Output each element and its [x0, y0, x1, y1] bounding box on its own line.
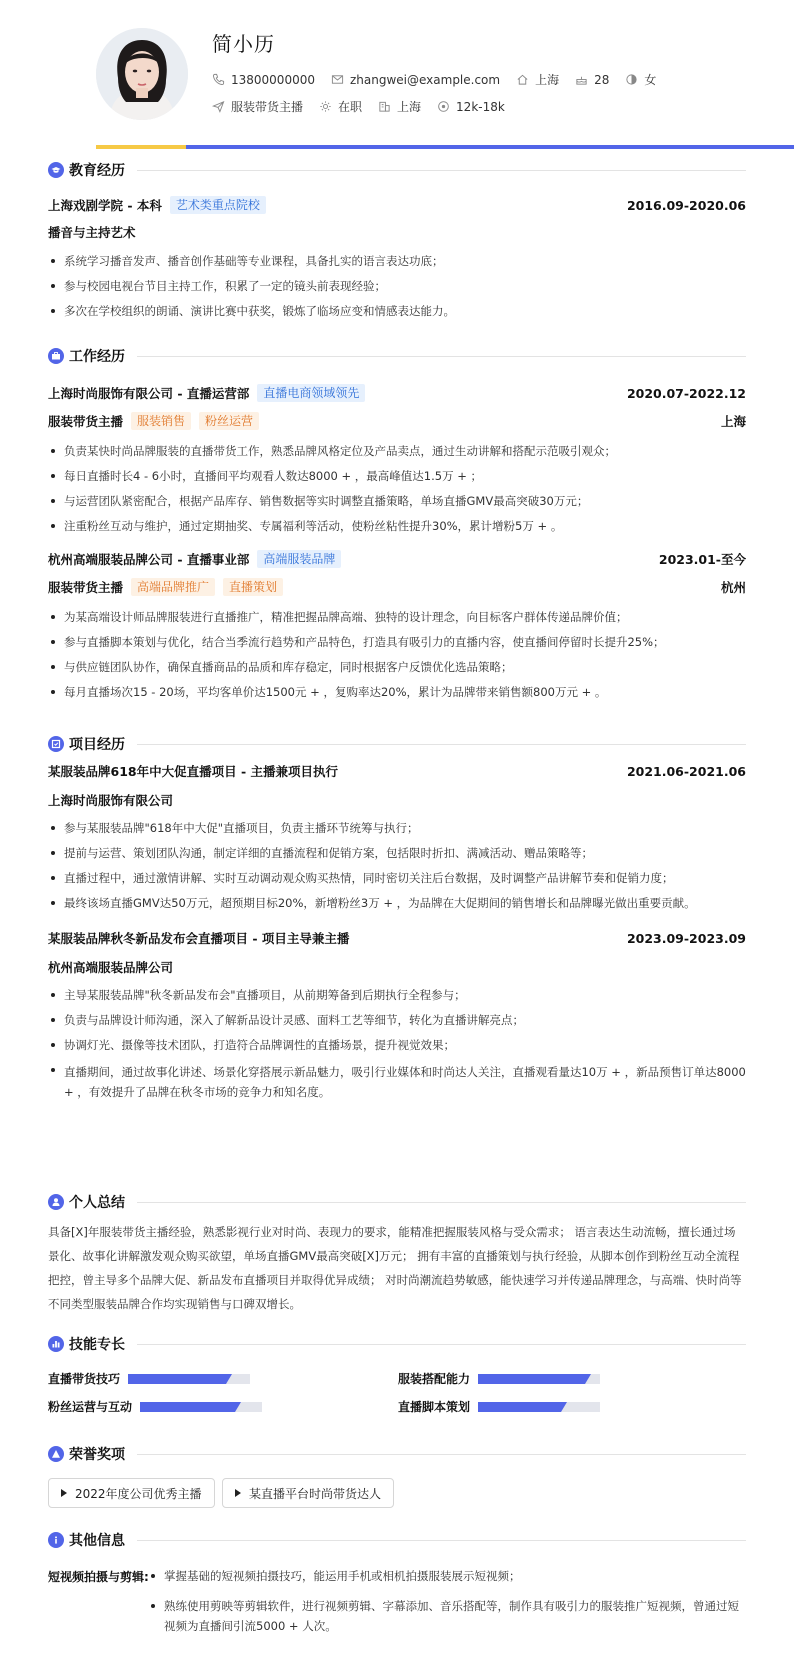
contact-row: [212, 71, 672, 88]
project-date: 2021.06-2021.06: [626, 763, 746, 779]
other-label: 短视频拍摄与剪辑:: [48, 1570, 149, 1584]
company-tag: 直播电商领域领先: [257, 384, 365, 402]
email-item: [331, 73, 500, 87]
target-city-text: 上海: [397, 100, 422, 114]
role-row: [48, 577, 746, 597]
avatar: [96, 28, 188, 120]
job-date: 2020.07-2022.12: [626, 385, 746, 401]
project-header-row: [48, 928, 746, 948]
education-header-row: [48, 195, 746, 215]
skill-fill: [478, 1374, 585, 1384]
target-city-item: [378, 98, 421, 115]
gear-icon: [319, 100, 332, 113]
job-city: 上海: [720, 414, 746, 429]
project-org: 杭州高端服装品牌公司: [48, 960, 174, 975]
other-bullets: [148, 1566, 746, 1636]
role-tag: 直播策划: [223, 578, 283, 596]
list-item: 每日直播时长4 - 6小时，直播间平均观看人数达8000 + ，最高峰值达1.5万 + ；: [48, 468, 746, 484]
project-icon: [48, 736, 64, 752]
education-date: 2016.09-2020.06: [626, 197, 746, 213]
list-item: 熟练使用剪映等剪辑软件，进行视频剪辑、字幕添加、音乐搭配等，制作具有吸引力的服装推广短视频，曾通过短视频为直播间引流5000 + 人次。: [148, 1596, 746, 1636]
school-tag: 艺术类重点院校: [170, 196, 266, 214]
info-icon: [48, 1532, 64, 1548]
skill-label: 粉丝运营与互动: [48, 1400, 133, 1414]
skill-fill: [128, 1374, 226, 1384]
company-name: 杭州高端服装品牌公司 - 直播事业部: [48, 552, 250, 567]
status-item: [319, 98, 362, 115]
awards-section: [48, 1444, 746, 1514]
candidate-name: 简小历: [212, 32, 275, 56]
project-name: 某服装品牌618年中大促直播项目 - 主播兼项目执行: [48, 764, 338, 779]
medal-icon: [48, 1446, 64, 1462]
project-org-row: [48, 957, 746, 977]
skill-label: 直播带货技巧: [48, 1372, 121, 1386]
skill-bar: [140, 1402, 262, 1412]
list-item: 参与校园电视台节目主持工作，积累了一定的镜头前表现经验；: [48, 278, 746, 294]
job-header-row: [48, 549, 746, 569]
role-tag: 服装销售: [131, 412, 191, 430]
summary-text: 具备[X]年服装带货主播经验，熟悉影视行业对时尚、表现力的要求，能精准把握服装风格与受众需求； 语言表达生动流畅，擅长通过场景化、故事化讲解激发观众购买欲望，单场直播GMV最高突破[X]万元； 拥有丰富的直播策划与执行经验，从脚本创作到粉丝互动全流程把控，曾主导多个品牌大促、新品发布直播项目并取得优异成绩； 对时尚潮流趋势敏感，能快速学习并传递品牌理念，与高端、快时尚等不同类型服装品牌合作均实现销售与口碑双增长。: [48, 1225, 742, 1311]
status-text: 在职: [338, 100, 363, 114]
play-icon: [235, 1489, 241, 1497]
projects-section: [48, 734, 746, 1174]
project-org-row: [48, 790, 746, 810]
list-item: 与供应链团队协作，确保直播商品的品质和库存稳定，同时根据客户反馈优化选品策略；: [48, 659, 746, 675]
role-name: 服装带货主播: [48, 580, 124, 595]
projects-title: 项目经历: [69, 737, 125, 753]
skill-bar: [478, 1374, 600, 1384]
award-badge: [48, 1478, 215, 1508]
send-icon: [212, 100, 225, 113]
other-title: 其他信息: [69, 1533, 125, 1549]
education-title: 教育经历: [69, 163, 125, 179]
list-item: 负责某快时尚品牌服装的直播带货工作，熟悉品牌风格定位及产品卖点，通过生动讲解和搭配示范吸引观众；: [48, 443, 746, 459]
education-section: [48, 160, 746, 325]
major-name: 播音与主持艺术: [48, 225, 136, 240]
graduation-cap-icon: [48, 162, 64, 178]
resume-header: [48, 0, 746, 148]
list-item: 主导某服装品牌"秋冬新品发布会"直播项目，从前期筹备到后期执行全程参与；: [48, 987, 746, 1003]
list-item: 参与某服装品牌"618年中大促"直播项目，负责主播环节统筹与执行；: [48, 820, 746, 836]
award-label: 2022年度公司优秀主播: [75, 1486, 202, 1501]
skills-title: 技能专长: [69, 1337, 125, 1353]
project-header-row: [48, 761, 746, 781]
age-text: 28: [594, 72, 610, 87]
position-item: [212, 98, 303, 115]
school-name: 上海戏剧学院 - 本科: [48, 198, 162, 213]
gender-icon: [625, 73, 638, 86]
job-bullets: [48, 609, 746, 700]
gender-text: 女: [644, 73, 657, 87]
role-tag: 粉丝运营: [199, 412, 259, 430]
company-name: 上海时尚服饰有限公司 - 直播运营部: [48, 386, 250, 401]
job-date: 2023.01-至今: [658, 552, 746, 567]
coin-icon: [437, 100, 450, 113]
project-name: 某服装品牌秋冬新品发布会直播项目 - 项目主导兼主播: [48, 931, 350, 946]
summary-section: [48, 1192, 746, 1322]
summary-title: 个人总结: [69, 1195, 125, 1211]
list-item: 掌握基础的短视频拍摄技巧，能运用手机或相机拍摄服装展示短视频；: [148, 1566, 746, 1586]
skill-item: [48, 1370, 250, 1387]
awards-title: 荣誉奖项: [69, 1447, 125, 1463]
project-bullets: [48, 987, 746, 1102]
list-item: 负责与品牌设计师沟通，深入了解新品设计灵感、面料工艺等细节，转化为直播讲解亮点；: [48, 1012, 746, 1028]
project-date: 2023.09-2023.09: [626, 930, 746, 946]
skill-fill: [140, 1402, 235, 1412]
cake-icon: [575, 73, 588, 86]
salary-text: 12k-18k: [456, 99, 505, 114]
skills-section: [48, 1334, 746, 1414]
phone-item: [212, 73, 315, 87]
skill-item: [48, 1398, 262, 1415]
job-header-row: [48, 383, 746, 403]
work-title: 工作经历: [69, 349, 125, 365]
skill-fill: [478, 1402, 561, 1412]
mail-icon: [331, 73, 344, 86]
skill-bar: [478, 1402, 600, 1412]
list-item: 每月直播场次15 - 20场，平均客单价达1500元 + ，复购率达20%，累计为品牌带来销售额800万元 + 。: [48, 684, 746, 700]
list-item: 系统学习播音发声、播音创作基础等专业课程，具备扎实的语言表达功底；: [48, 253, 746, 269]
list-item: 为某高端设计师品牌服装进行直播推广，精准把握品牌高端、独特的设计理念，向目标客户群体传递品牌价值；: [48, 609, 746, 625]
user-icon: [48, 1194, 64, 1210]
list-item: 最终该场直播GMV达50万元，超预期目标20%，新增粉丝3万 + ，为品牌在大促期间的销售增长和品牌曝光做出重要贡献。: [48, 895, 746, 911]
project-bullets: [48, 820, 746, 911]
skill-item: [398, 1398, 600, 1415]
award-label: 某直播平台时尚带货达人: [249, 1486, 382, 1501]
list-item: 参与直播脚本策划与优化，结合当季流行趋势和产品特色，打造具有吸引力的直播内容，使直播间停留时长提升25%；: [48, 634, 746, 650]
location-text: 上海: [535, 73, 560, 87]
position-text: 服装带货主播: [231, 100, 304, 114]
phone-text: 13800000000: [231, 72, 315, 87]
salary-item: [437, 100, 505, 114]
phone-icon: [212, 73, 225, 86]
role-row: [48, 411, 746, 431]
major-row: [48, 222, 746, 242]
project-org: 上海时尚服饰有限公司: [48, 793, 174, 808]
role-tag: 高端品牌推广: [131, 578, 215, 596]
skill-label: 直播脚本策划: [398, 1400, 471, 1414]
list-item: 提前与运营、策划团队沟通，制定详细的直播流程和促销方案，包括限时折扣、满减活动、赠品策略等；: [48, 845, 746, 861]
play-icon: [61, 1489, 67, 1497]
location-item: [516, 71, 559, 88]
company-tag: 高端服装品牌: [257, 550, 341, 568]
skill-item: [398, 1370, 600, 1387]
skill-label: 服装搭配能力: [398, 1372, 471, 1386]
bar-chart-icon: [48, 1336, 64, 1352]
home-icon: [516, 73, 529, 86]
building-icon: [378, 100, 391, 113]
header-divider: [96, 145, 794, 149]
list-item: 直播期间，通过故事化讲述、场景化穿搭展示新品魅力，吸引行业媒体和时尚达人关注，直播观看量达10万 + ，新品预售订单达8000 + ，有效提升了品牌在秋冬市场的竞争力和知名度。: [48, 1062, 746, 1102]
role-name: 服装带货主播: [48, 414, 124, 429]
work-section: [48, 346, 746, 706]
job-bullets: [48, 443, 746, 534]
job-intent-row: [212, 98, 521, 115]
skill-bar: [128, 1374, 250, 1384]
list-item: 协调灯光、摄像等技术团队，打造符合品牌调性的直播场景，提升视觉效果；: [48, 1037, 746, 1053]
list-item: 与运营团队紧密配合，根据产品库存、销售数据等实时调整直播策略，单场直播GMV最高突破30万元；: [48, 493, 746, 509]
other-section: [48, 1530, 746, 1640]
job-city: 杭州: [720, 580, 746, 595]
list-item: 注重粉丝互动与维护，通过定期抽奖、专属福利等活动，使粉丝粘性提升30%，累计增粉5万 + 。: [48, 518, 746, 534]
briefcase-icon: [48, 348, 64, 364]
education-bullets: [48, 253, 746, 319]
list-item: 直播过程中，通过激情讲解、实时互动调动观众购买热情，同时密切关注后台数据，及时调整产品讲解节奏和促销力度；: [48, 870, 746, 886]
email-text: zhangwei@example.com: [349, 72, 501, 87]
gender-item: [625, 71, 656, 88]
list-item: 多次在学校组织的朗诵、演讲比赛中获奖，锻炼了临场应变和情感表达能力。: [48, 303, 746, 319]
award-badge: [222, 1478, 394, 1508]
age-item: [575, 73, 609, 87]
